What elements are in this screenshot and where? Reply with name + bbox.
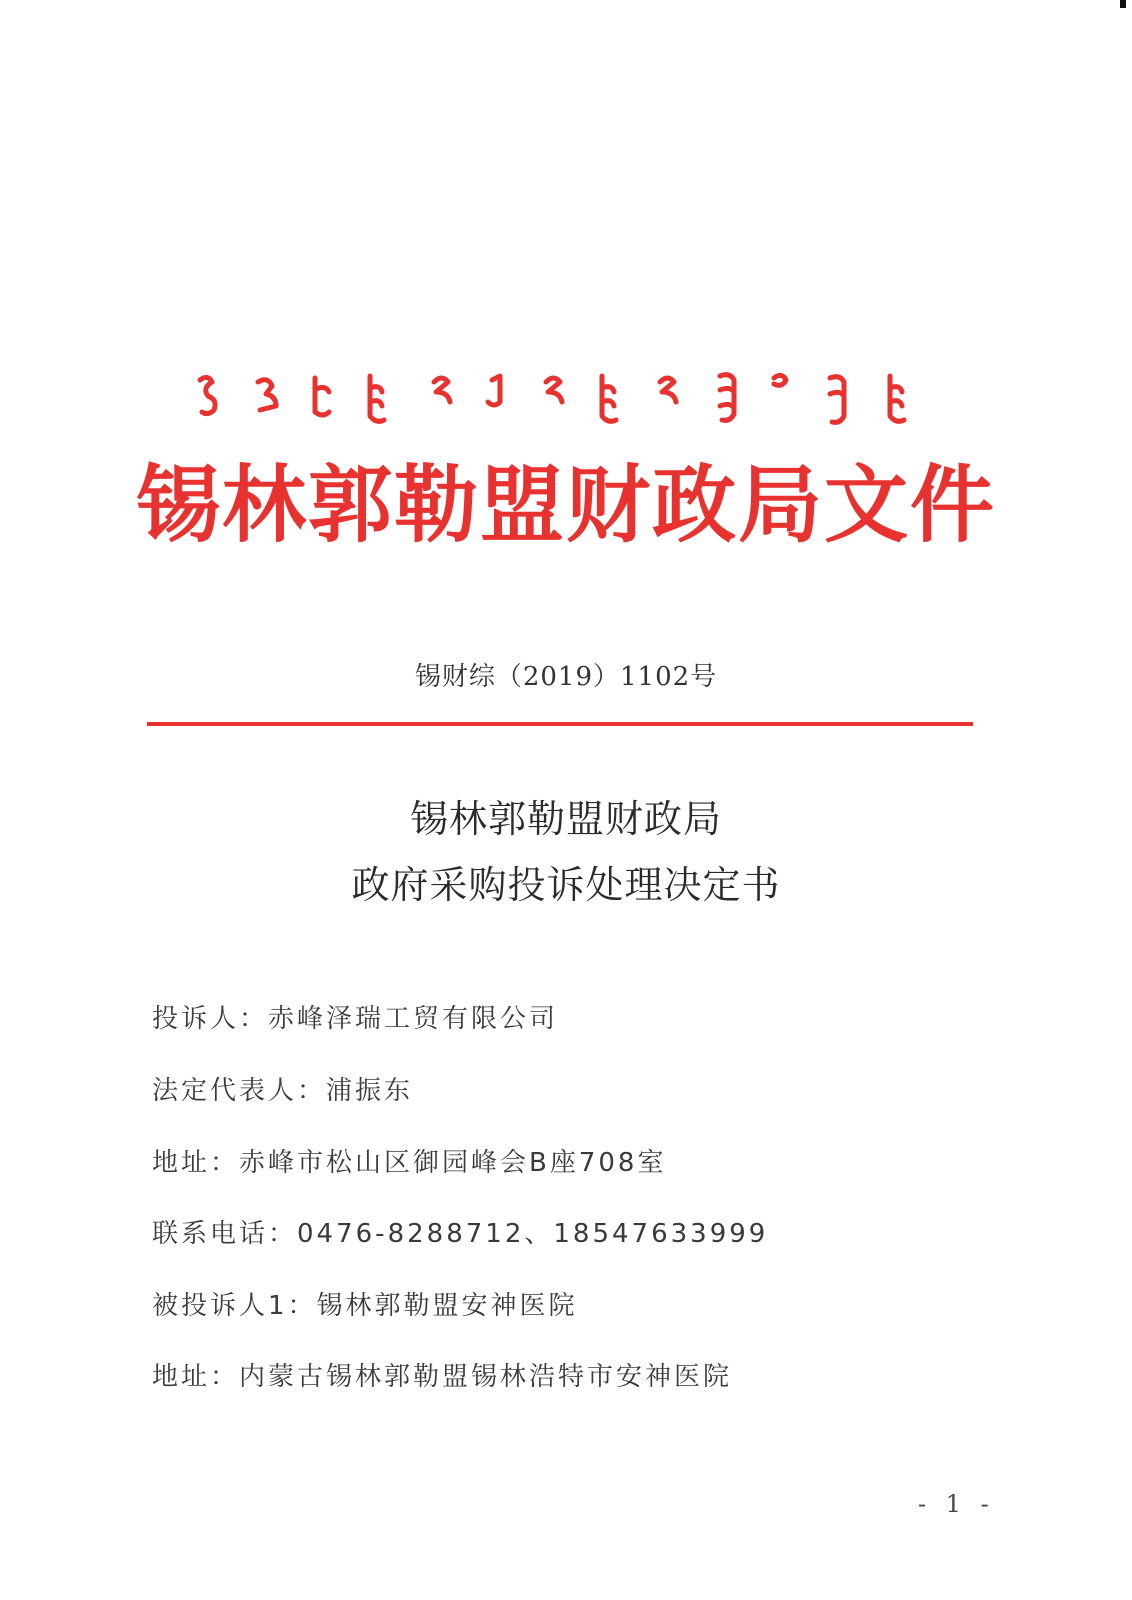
decision-title-line-2: 政府采购投诉处理决定书 (351, 863, 781, 907)
field-label: 法定代表人： (152, 1076, 327, 1106)
field-legal-representative (152, 1070, 413, 1107)
mongolian-script-graphic (190, 368, 930, 438)
decision-title-line-1: 锡林郭勒盟财政局 (409, 797, 722, 841)
field-value: 内蒙古锡林郭勒盟锡林浩特市安神医院 (239, 1362, 733, 1392)
page-number: - 1 - (918, 1490, 995, 1518)
field-value: 浦振东 (326, 1076, 414, 1106)
scan-artifact (1120, 0, 1126, 8)
issuer-header-title: 锡林郭勒盟财政局文件 (135, 456, 996, 554)
field-complainant-address (152, 1142, 666, 1179)
field-label: 投诉人： (152, 1004, 269, 1034)
field-value: 锡林郭勒盟安神医院 (316, 1291, 578, 1321)
field-label: 联系电话： (152, 1219, 298, 1249)
mongolian-script-header (190, 368, 930, 438)
header-divider (147, 722, 973, 726)
field-value: 赤峰市松山区御园峰会B座708室 (239, 1148, 667, 1178)
field-label: 地址： (152, 1362, 240, 1392)
field-label: 被投诉人1： (152, 1291, 317, 1321)
field-value: 0476-8288712、18547633999 (297, 1219, 769, 1249)
field-respondent (152, 1285, 578, 1322)
field-label: 地址： (152, 1148, 240, 1178)
field-contact-phone (152, 1213, 768, 1250)
field-respondent-address (152, 1356, 732, 1393)
document-number: 锡财综（2019）1102号 (414, 662, 718, 692)
field-value: 赤峰泽瑞工贸有限公司 (268, 1004, 559, 1034)
field-complainant (152, 998, 558, 1035)
